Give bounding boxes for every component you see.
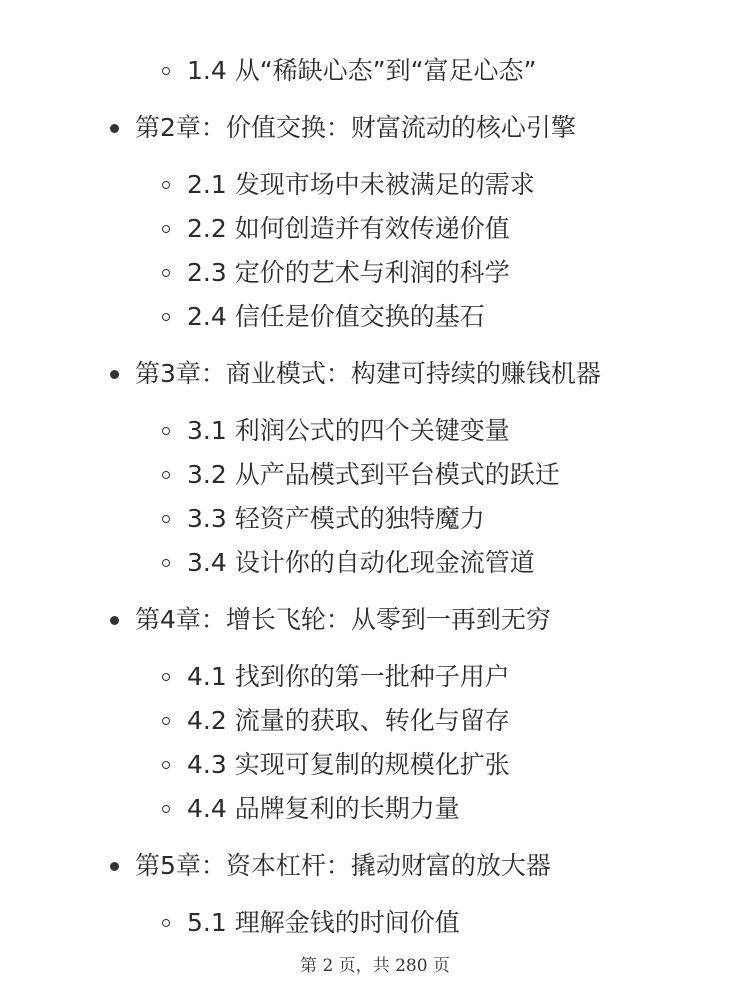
toc-item-text: 2.4 信任是价值交换的基石 xyxy=(187,302,485,331)
toc-item-text: 3.3 轻资产模式的独特魔力 xyxy=(187,504,485,533)
toc-section-item xyxy=(162,907,460,939)
toc-section-item xyxy=(162,661,510,693)
filled-bullet-icon xyxy=(110,616,119,625)
toc-chapter-item xyxy=(110,604,551,636)
toc-section-item xyxy=(162,301,485,333)
toc-item-text: 4.1 找到你的第一批种子用户 xyxy=(187,662,510,691)
toc-item-text: 4.3 实现可复制的规模化扩张 xyxy=(187,750,510,779)
hollow-bullet-icon xyxy=(162,471,170,479)
toc-item-text: 2.1 发现市场中未被满足的需求 xyxy=(187,170,535,199)
toc-chapter-item xyxy=(110,112,576,144)
toc-section-item xyxy=(162,257,510,289)
filled-bullet-icon xyxy=(110,862,119,871)
toc-item-text: 1.4 从“稀缺心态”到“富足心态” xyxy=(187,56,537,85)
toc-item-text: 2.3 定价的艺术与利润的科学 xyxy=(187,258,510,287)
toc-item-text: 4.2 流量的获取、转化与留存 xyxy=(187,706,510,735)
hollow-bullet-icon xyxy=(162,67,170,75)
toc-section-item xyxy=(162,793,460,825)
filled-bullet-icon xyxy=(110,124,119,133)
toc-section-item xyxy=(162,55,537,87)
hollow-bullet-icon xyxy=(162,313,170,321)
toc-section-item xyxy=(162,547,535,579)
hollow-bullet-icon xyxy=(162,181,170,189)
toc-section-item xyxy=(162,705,510,737)
toc-item-text: 4.4 品牌复利的长期力量 xyxy=(187,794,460,823)
toc-section-item xyxy=(162,749,510,781)
toc-item-text: 第4章：增长飞轮：从零到一再到无穷 xyxy=(135,605,551,634)
page-number-footer: 第 2 页，共 280 页 xyxy=(300,956,450,976)
toc-item-text: 第3章：商业模式：构建可持续的赚钱机器 xyxy=(135,359,601,388)
hollow-bullet-icon xyxy=(162,919,170,927)
hollow-bullet-icon xyxy=(162,805,170,813)
toc-item-text: 2.2 如何创造并有效传递价值 xyxy=(187,214,510,243)
hollow-bullet-icon xyxy=(162,559,170,567)
hollow-bullet-icon xyxy=(162,717,170,725)
hollow-bullet-icon xyxy=(162,515,170,523)
toc-item-text: 3.1 利润公式的四个关键变量 xyxy=(187,416,510,445)
toc-item-text: 5.1 理解金钱的时间价值 xyxy=(187,908,460,937)
toc-section-item xyxy=(162,213,510,245)
toc-item-text: 3.2 从产品模式到平台模式的跃迁 xyxy=(187,460,560,489)
toc-section-item xyxy=(162,503,485,535)
toc-item-text: 3.4 设计你的自动化现金流管道 xyxy=(187,548,535,577)
hollow-bullet-icon xyxy=(162,225,170,233)
toc-item-text: 第2章：价值交换：财富流动的核心引擎 xyxy=(135,113,576,142)
hollow-bullet-icon xyxy=(162,269,170,277)
toc-chapter-item xyxy=(110,850,551,882)
toc-item-text: 第5章：资本杠杆：撬动财富的放大器 xyxy=(135,851,551,880)
toc-chapter-item xyxy=(110,358,601,390)
toc-section-item xyxy=(162,415,510,447)
hollow-bullet-icon xyxy=(162,761,170,769)
toc-section-item xyxy=(162,169,535,201)
hollow-bullet-icon xyxy=(162,673,170,681)
toc-section-item xyxy=(162,459,560,491)
hollow-bullet-icon xyxy=(162,427,170,435)
filled-bullet-icon xyxy=(110,370,119,379)
